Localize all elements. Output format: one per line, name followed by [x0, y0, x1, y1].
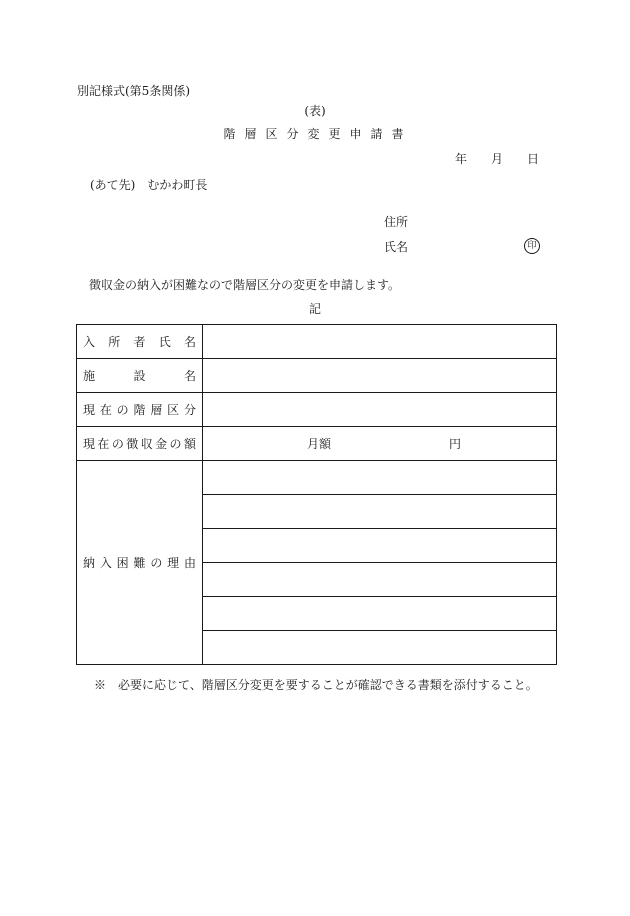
label-char: 現 [83, 437, 96, 451]
footnote: ※ 必要に応じて、階層区分変更を要することが確認できる書類を添付すること。 [94, 678, 538, 692]
label-char: 階 [133, 403, 146, 417]
label-char: 名 [183, 369, 196, 383]
current-amount-field[interactable] [203, 427, 557, 461]
table-row [77, 427, 557, 461]
reason-line-3[interactable] [203, 529, 557, 563]
reason-label [77, 461, 203, 665]
label-char: の [116, 403, 129, 417]
table-row [77, 393, 557, 427]
label-char: 名 [183, 335, 196, 349]
current-class-field[interactable] [203, 393, 557, 427]
address-label: 住所 [384, 215, 409, 229]
current-class-label [77, 393, 203, 427]
date-year-label: 年 [455, 152, 468, 166]
reason-line-2[interactable] [203, 495, 557, 529]
addressee: (あて先) むかわ町長 [90, 178, 208, 192]
monthly-label: 月額 [307, 437, 332, 451]
label-char: 区 [167, 403, 180, 417]
application-table [76, 324, 557, 665]
label-char: 設 [133, 369, 146, 383]
yen-label: 円 [449, 437, 462, 451]
label-char: の [169, 437, 182, 451]
label-char: 入 [99, 556, 112, 570]
label-char: 施 [83, 369, 96, 383]
facility-name-field[interactable] [203, 359, 557, 393]
reason-line-1[interactable] [203, 461, 557, 495]
request-text: 徴収金の納入が困難なので階層区分の変更を申請します。 [89, 278, 401, 292]
label-char: 分 [183, 403, 196, 417]
form-title: 階層区分変更申請書 [223, 127, 413, 141]
label-char: 氏 [158, 335, 171, 349]
label-char: 在 [99, 403, 112, 417]
resident-name-field[interactable] [203, 325, 557, 359]
side-label: (表) [304, 104, 326, 118]
table-row [77, 359, 557, 393]
date-day-label: 日 [527, 152, 540, 166]
label-char: 者 [133, 335, 146, 349]
label-char: 徴 [126, 437, 139, 451]
label-char: の [150, 556, 163, 570]
reason-line-5[interactable] [203, 597, 557, 631]
label-char: 由 [183, 556, 196, 570]
date-line [455, 152, 539, 166]
resident-name-label [77, 325, 203, 359]
label-char: 額 [183, 437, 196, 451]
label-char: 現 [83, 403, 96, 417]
label-char: 困 [116, 556, 129, 570]
name-label: 氏名 [384, 240, 409, 254]
form-reference: 別記様式(第5条関係) [77, 84, 190, 98]
ki-label: 記 [308, 302, 321, 316]
facility-name-label [77, 359, 203, 393]
label-char: 収 [140, 437, 153, 451]
table-row [77, 461, 557, 495]
reason-line-6[interactable] [203, 631, 557, 665]
date-month-label: 月 [491, 152, 504, 166]
label-char: 在 [97, 437, 110, 451]
label-char: の [111, 437, 124, 451]
label-char: 所 [108, 335, 121, 349]
label-char: 理 [167, 556, 180, 570]
seal-icon: 印 [524, 238, 540, 254]
reason-line-4[interactable] [203, 563, 557, 597]
label-char: 入 [83, 335, 96, 349]
label-char: 金 [155, 437, 168, 451]
current-amount-label [77, 427, 203, 461]
label-char: 納 [83, 556, 96, 570]
label-char: 難 [133, 556, 146, 570]
label-char: 層 [150, 403, 163, 417]
table-row [77, 325, 557, 359]
